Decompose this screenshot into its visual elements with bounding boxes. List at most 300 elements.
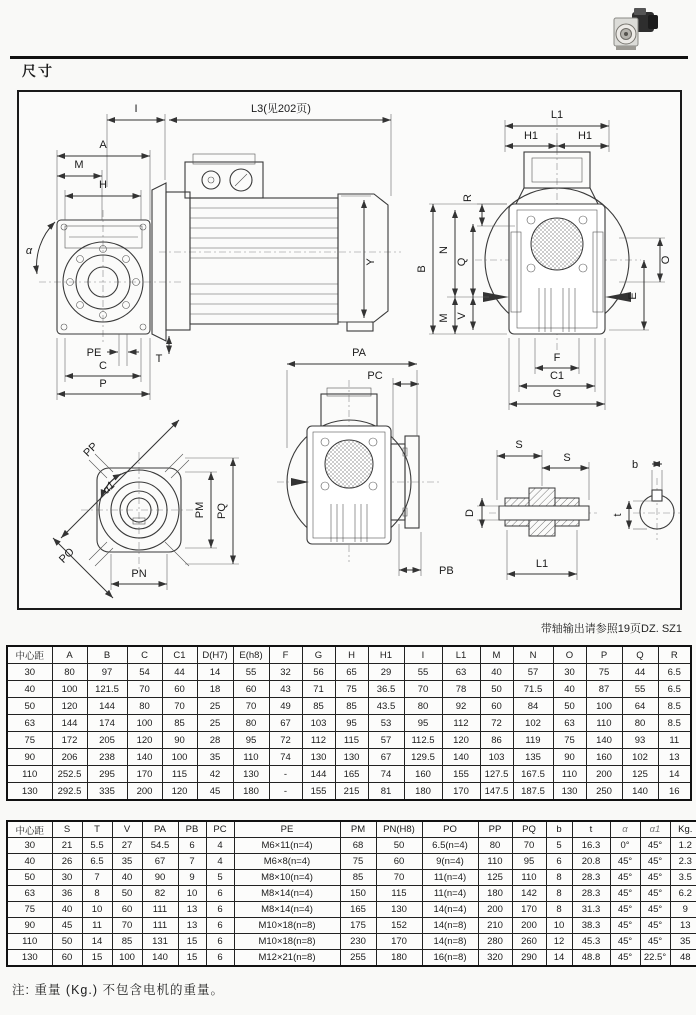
table-cell: 180 <box>233 783 269 801</box>
table-cell: 103 <box>480 749 513 766</box>
table-row <box>7 783 691 801</box>
table-cell: 60 <box>480 698 513 715</box>
table-row <box>7 902 696 918</box>
table-cell: 45° <box>640 870 670 886</box>
table-cell: 87 <box>586 681 622 698</box>
table-cell: 119 <box>513 732 553 749</box>
table-row <box>7 664 691 681</box>
table-cell: M10×18(n=8) <box>234 918 340 934</box>
table-cell: 80 <box>404 698 442 715</box>
dim-label-a: A <box>99 139 107 151</box>
table-cell: 75 <box>7 732 52 749</box>
table-cell: 18 <box>197 681 233 698</box>
column-header: PA <box>142 821 178 838</box>
dim-label-f: F <box>553 352 561 364</box>
table-cell: 200 <box>512 918 546 934</box>
dim-label-pe: PE <box>86 347 102 359</box>
dim-label-n: N <box>438 246 450 254</box>
table-cell: 70 <box>376 870 422 886</box>
table-cell: 238 <box>87 749 127 766</box>
table-row <box>7 886 696 902</box>
table-cell: 100 <box>162 749 197 766</box>
table-cell: 292.5 <box>52 783 87 801</box>
table-cell: 8 <box>546 902 572 918</box>
table-cell: 180 <box>478 886 512 902</box>
table-cell: 115 <box>335 732 368 749</box>
table-cell: 72 <box>269 732 302 749</box>
table-cell: 14 <box>546 950 572 967</box>
end-view-drawing <box>416 109 672 410</box>
table-row <box>7 838 696 854</box>
table-cell: 167.5 <box>513 766 553 783</box>
table-cell: 120 <box>52 698 87 715</box>
dim-label-t: T <box>155 353 163 365</box>
table-cell: 6 <box>206 950 234 967</box>
table-cell: 80 <box>52 664 87 681</box>
table-cell: 6.5(n=4) <box>422 838 478 854</box>
table-cell: 40 <box>7 854 52 870</box>
table-cell: 45 <box>52 918 82 934</box>
table-cell: 90 <box>7 918 52 934</box>
table-cell: 160 <box>404 766 442 783</box>
table-cell: 85 <box>112 934 142 950</box>
table-cell: 13 <box>658 749 691 766</box>
table-cell: 30 <box>52 870 82 886</box>
column-header: T <box>82 821 112 838</box>
table-cell: 180 <box>404 783 442 801</box>
table-cell: 54 <box>127 664 162 681</box>
column-header: b <box>546 821 572 838</box>
table-cell: 14 <box>658 766 691 783</box>
table-cell: 63 <box>553 715 586 732</box>
table-cell: 50 <box>480 681 513 698</box>
table-cell: 60 <box>112 902 142 918</box>
column-header: N <box>513 646 553 664</box>
table-cell: 280 <box>478 934 512 950</box>
table-cell: 11(n=4) <box>422 870 478 886</box>
table-row <box>7 732 691 749</box>
table-cell: 90 <box>162 732 197 749</box>
table-cell: 63 <box>7 886 52 902</box>
column-header: PE <box>234 821 340 838</box>
table-cell: 25 <box>197 715 233 732</box>
table-cell: 95 <box>335 715 368 732</box>
table-cell: 64 <box>622 698 658 715</box>
table-cell: 44 <box>622 664 658 681</box>
table-cell: 102 <box>622 749 658 766</box>
table-cell: 40 <box>7 681 52 698</box>
table-cell: 40 <box>480 664 513 681</box>
table-cell: 131 <box>142 934 178 950</box>
table-cell: 130 <box>376 902 422 918</box>
weight-footnote: 注: 重量 (Kg.) 不包含电机的重量。 <box>12 983 224 997</box>
dim-label-h1-right: H1 <box>577 130 593 142</box>
table-cell: 57 <box>368 732 404 749</box>
table-cell: 36.5 <box>368 681 404 698</box>
table-cell: 75 <box>7 902 52 918</box>
table-cell: 4 <box>206 838 234 854</box>
dim-label-pn: PN <box>131 568 147 580</box>
dim-label-d: D <box>464 509 476 517</box>
column-header: PQ <box>512 821 546 838</box>
table-cell: 6 <box>206 902 234 918</box>
table-cell: 56 <box>302 664 335 681</box>
table-cell: 111 <box>142 918 178 934</box>
table-cell: 140 <box>586 732 622 749</box>
table-cell: 110 <box>233 749 269 766</box>
table-cell: 140 <box>142 950 178 967</box>
table-cell: 125 <box>478 870 512 886</box>
table-cell: 11 <box>82 918 112 934</box>
table-cell: 40 <box>52 902 82 918</box>
table-cell: 144 <box>87 698 127 715</box>
dim-label-y: Y <box>365 258 377 266</box>
dim-label-l1b: L1 <box>535 558 549 570</box>
table-row <box>7 934 696 950</box>
table-cell: 9 <box>178 870 206 886</box>
table-cell: 45° <box>640 838 670 854</box>
table-cell: 67 <box>269 715 302 732</box>
table-cell: 86 <box>480 732 513 749</box>
table-cell: 81 <box>368 783 404 801</box>
table-cell: 115 <box>376 886 422 902</box>
table-row <box>7 749 691 766</box>
table-cell: 43.5 <box>368 698 404 715</box>
dim-label-po: PO <box>57 546 77 566</box>
table-cell: 48.8 <box>572 950 610 967</box>
column-header: E(h8) <box>233 646 269 664</box>
table-cell: 45 <box>197 783 233 801</box>
table-cell: 102 <box>513 715 553 732</box>
table-cell: 80 <box>127 698 162 715</box>
dim-label-pp: PP <box>81 440 101 460</box>
dim-label-m2: M <box>438 313 450 323</box>
table-cell: 67 <box>142 854 178 870</box>
table-cell: 121.5 <box>87 681 127 698</box>
table-cell: - <box>269 783 302 801</box>
table-cell: 55 <box>404 664 442 681</box>
dim-label-l3: L3(见202页) <box>251 103 311 115</box>
table-cell: 6 <box>178 838 206 854</box>
table-cell: 255 <box>340 950 376 967</box>
dim-label-tkey: t <box>612 513 624 517</box>
table-cell: 85 <box>340 870 376 886</box>
column-header: PC <box>206 821 234 838</box>
table-cell: 100 <box>127 715 162 732</box>
table-cell: 57 <box>513 664 553 681</box>
table-cell: 152 <box>376 918 422 934</box>
table-cell: 30 <box>7 664 52 681</box>
table-cell: 50 <box>112 886 142 902</box>
column-header: F <box>269 646 302 664</box>
table-cell: 5.5 <box>82 838 112 854</box>
table-cell: 4 <box>206 854 234 870</box>
table-cell: 170 <box>127 766 162 783</box>
column-header: PM <box>340 821 376 838</box>
table-cell: 13 <box>178 902 206 918</box>
table-cell: 35 <box>197 749 233 766</box>
table-cell: 35 <box>670 934 696 950</box>
table-header-row <box>7 821 696 838</box>
table-cell: 200 <box>586 766 622 783</box>
dim-label-s1: S <box>515 439 523 451</box>
table-cell: 15 <box>178 934 206 950</box>
table-cell: 2.3 <box>670 854 696 870</box>
table-cell: 6.5 <box>658 664 691 681</box>
table-cell: 8.5 <box>658 715 691 732</box>
column-header: Q <box>622 646 658 664</box>
table-cell: 295 <box>87 766 127 783</box>
table-cell: 110 <box>512 870 546 886</box>
table-cell: 50 <box>52 934 82 950</box>
table-cell: 174 <box>87 715 127 732</box>
dim-label-m: M <box>74 159 84 171</box>
table-cell: 60 <box>52 950 82 967</box>
table-cell: 13 <box>670 918 696 934</box>
table-cell: 45° <box>640 918 670 934</box>
table-cell: 165 <box>335 766 368 783</box>
table-cell: 28.3 <box>572 886 610 902</box>
table-cell: 140 <box>442 749 480 766</box>
table-cell: 30 <box>553 664 586 681</box>
dim-label-p: P <box>99 378 107 390</box>
table-cell: 7 <box>82 870 112 886</box>
table-cell: 3.5 <box>670 870 696 886</box>
table-row <box>7 918 696 934</box>
table-cell: 70 <box>162 698 197 715</box>
column-header: C1 <box>162 646 197 664</box>
gearmotor-photo-icon <box>608 6 664 56</box>
table-cell: 11 <box>658 732 691 749</box>
table-cell: 155 <box>302 783 335 801</box>
dim-label-pb: PB <box>439 565 454 577</box>
table-cell: 187.5 <box>513 783 553 801</box>
dim-label-h1-left: H1 <box>523 130 539 142</box>
table-cell: 85 <box>162 715 197 732</box>
table-cell: - <box>269 766 302 783</box>
table-cell: 97 <box>87 664 127 681</box>
table-cell: 155 <box>442 766 480 783</box>
table-row <box>7 950 696 967</box>
table-cell: 8 <box>82 886 112 902</box>
dimensions-table-1-wrap <box>6 645 690 801</box>
table-cell: 75 <box>335 681 368 698</box>
table-cell: 68 <box>340 838 376 854</box>
table-cell: 142 <box>512 886 546 902</box>
table-cell: 320 <box>478 950 512 967</box>
table-cell: 14(n=4) <box>422 902 478 918</box>
column-header: α <box>610 821 640 838</box>
dim-label-o: O <box>660 255 672 265</box>
table-cell: 45° <box>610 886 640 902</box>
table-cell: 16.3 <box>572 838 610 854</box>
dim-label-v: V <box>456 312 468 320</box>
dim-label-h: H <box>99 179 107 191</box>
table-cell: 14 <box>82 934 112 950</box>
column-header: H <box>335 646 368 664</box>
column-header: P <box>586 646 622 664</box>
table-cell: 130 <box>335 749 368 766</box>
table-cell: 170 <box>376 934 422 950</box>
shaft-section-drawing <box>464 439 680 580</box>
dim-label-pc: PC <box>367 370 383 382</box>
dim-label-pq: PQ <box>216 503 228 519</box>
table-cell: 165 <box>340 902 376 918</box>
table-row <box>7 698 691 715</box>
table-cell: 71.5 <box>513 681 553 698</box>
table-cell: 21 <box>52 838 82 854</box>
table-cell: 205 <box>87 732 127 749</box>
dim-label-i: I <box>134 103 138 115</box>
table-cell: 6 <box>546 854 572 870</box>
table-cell: M8×10(n=4) <box>234 870 340 886</box>
table-cell: 54.5 <box>142 838 178 854</box>
table-cell: 260 <box>512 934 546 950</box>
table-cell: 5 <box>546 838 572 854</box>
dim-label-alpha1: α1 <box>100 479 118 497</box>
table-row <box>7 854 696 870</box>
column-header: PN(H8) <box>376 821 422 838</box>
table-cell: 60 <box>162 681 197 698</box>
table-cell: 32 <box>269 664 302 681</box>
table-cell: 100 <box>586 698 622 715</box>
table-cell: 30 <box>7 838 52 854</box>
table-cell: 103 <box>302 715 335 732</box>
column-header: α1 <box>640 821 670 838</box>
table-cell: 120 <box>442 732 480 749</box>
table-cell: 147.5 <box>480 783 513 801</box>
dim-label-pm: PM <box>194 501 206 519</box>
column-header: D(H7) <box>197 646 233 664</box>
table-cell: 45.3 <box>572 934 610 950</box>
dim-label-c1: C1 <box>549 370 565 382</box>
table-cell: 75 <box>586 664 622 681</box>
flange-view-drawing <box>53 420 239 598</box>
table-cell: 170 <box>512 902 546 918</box>
dim-label-alpha: α <box>25 245 33 257</box>
column-header: A <box>52 646 87 664</box>
table-cell: 16(n=8) <box>422 950 478 967</box>
column-header: G <box>302 646 335 664</box>
table-cell: 1.2 <box>670 838 696 854</box>
column-header: PP <box>478 821 512 838</box>
table-cell: 252.5 <box>52 766 87 783</box>
table-cell: 200 <box>127 783 162 801</box>
table-cell: 8.5 <box>658 698 691 715</box>
table-cell: 6.5 <box>658 681 691 698</box>
table-cell: 150 <box>340 886 376 902</box>
table-cell: 140 <box>127 749 162 766</box>
table-cell: 55 <box>622 681 658 698</box>
table-cell: 50 <box>376 838 422 854</box>
table-cell: 95 <box>233 732 269 749</box>
table-cell: 65 <box>335 664 368 681</box>
column-header: PB <box>178 821 206 838</box>
table-cell: 44 <box>162 664 197 681</box>
table-cell: 80 <box>478 838 512 854</box>
table-cell: 144 <box>302 766 335 783</box>
table-cell: 70 <box>512 838 546 854</box>
table-cell: 14(n=8) <box>422 918 478 934</box>
table-cell: 8 <box>546 870 572 886</box>
table-cell: 6.2 <box>670 886 696 902</box>
table-cell: 110 <box>478 854 512 870</box>
table-cell: 63 <box>7 715 52 732</box>
table-cell: 38.3 <box>572 918 610 934</box>
table-cell: 48 <box>670 950 696 967</box>
dimensions-table-2-wrap <box>6 820 693 967</box>
table-cell: 200 <box>478 902 512 918</box>
table-cell: 112 <box>442 715 480 732</box>
table-cell: 6 <box>206 934 234 950</box>
table-cell: 130 <box>553 783 586 801</box>
table-cell: 72 <box>480 715 513 732</box>
table-cell: 45° <box>640 902 670 918</box>
table-cell: 140 <box>622 783 658 801</box>
drawing-frame <box>17 90 682 610</box>
table-cell: 129.5 <box>404 749 442 766</box>
dimensions-table-1 <box>6 645 692 801</box>
table-cell: 125 <box>622 766 658 783</box>
table-cell: 230 <box>340 934 376 950</box>
table-row <box>7 715 691 732</box>
dim-label-c: C <box>99 360 107 372</box>
table-cell: 60 <box>233 681 269 698</box>
table-cell: 78 <box>442 681 480 698</box>
column-header: I <box>404 646 442 664</box>
table-cell: 55 <box>233 664 269 681</box>
table-cell: 29 <box>368 664 404 681</box>
table-cell: M6×8(n=4) <box>234 854 340 870</box>
table-cell: 42 <box>197 766 233 783</box>
table-cell: 130 <box>7 950 52 967</box>
table-cell: 93 <box>622 732 658 749</box>
table-cell: 45° <box>640 934 670 950</box>
column-header: 中心距 <box>7 646 52 664</box>
table-cell: 22.5° <box>640 950 670 967</box>
table-cell: 100 <box>52 681 87 698</box>
table-cell: 85 <box>335 698 368 715</box>
dim-label-bkey: b <box>631 459 639 471</box>
dimensions-table-2 <box>6 820 696 967</box>
column-header: C <box>127 646 162 664</box>
table-cell: 210 <box>478 918 512 934</box>
table-cell: 110 <box>7 766 52 783</box>
page-title: 尺寸 <box>22 63 54 79</box>
table-cell: 50 <box>553 698 586 715</box>
table-cell: 50 <box>7 698 52 715</box>
table-cell: 28 <box>197 732 233 749</box>
column-header: M <box>480 646 513 664</box>
table-cell: 45° <box>640 854 670 870</box>
top-rule <box>10 56 688 59</box>
table-cell: 90 <box>7 749 52 766</box>
table-cell: 6.5 <box>82 854 112 870</box>
table-cell: 35 <box>112 854 142 870</box>
table-cell: 95 <box>404 715 442 732</box>
table-cell: 70 <box>112 918 142 934</box>
table-cell: 206 <box>52 749 87 766</box>
table-cell: 180 <box>376 950 422 967</box>
table-cell: 70 <box>233 698 269 715</box>
table-cell: 7 <box>178 854 206 870</box>
dim-label-g: G <box>552 388 562 400</box>
table-cell: 45° <box>610 918 640 934</box>
table-cell: 112 <box>302 732 335 749</box>
column-header: R <box>658 646 691 664</box>
table-cell: 127.5 <box>480 766 513 783</box>
table-cell: 63 <box>442 664 480 681</box>
